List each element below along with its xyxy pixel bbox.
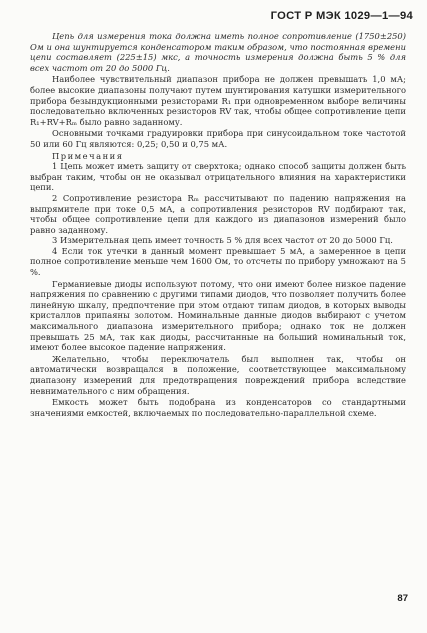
notes-heading: Примечания (52, 150, 124, 161)
document-body (30, 31, 406, 418)
note-2: 2 Сопротивление резистора Rₘ рассчитывают по падению напряжения на выпрямителе при токе 0,5 мА, а сопротивления резисторов RV подбирают так, чтобы общее сопротивление цепи для каждого из диапазонов измерений было равно заданному. (30, 192, 406, 235)
note-3: 3 Измерительная цепь имеет точность 5 % для всех частот от 20 до 5000 Гц. (52, 235, 393, 246)
paragraph-calibration-points: Основными точками градуировки прибора при синусоидальном токе частотой 50 или 60 Гц являются: 0,25; 0,50 и 0,75 мА. (30, 128, 406, 149)
document-header: ГОСТ Р МЭК 1029—1—94 (270, 10, 413, 22)
paragraph-switch: Желательно, чтобы переключатель был выполнен так, чтобы он автоматически возвращался в положение, соответствующее максимальному диапазону измерений для предотвращения повреждений прибора вследствие невнимательного с ним обращения. (30, 353, 406, 396)
paragraph-sensitive-range: Наиболее чувствительный диапазон прибора не должен превышать 1,0 мА; более высокие диапазоны получают путем шунтирования катушки измерительного прибора безындукционными резисторами R₁ при одновременном выборе величины последовательно включенных резисторов RV так, чтобы общее сопротивление цепи R₁+RV+Rₘ было равно заданному. (30, 74, 406, 127)
paragraph-germanium-diodes: Германиевые диоды используют потому, что они имеют более низкое падение напряжения по сравнению с другими типами диодов, что позволяет получить более линейную шкалу, предпочтение при этом отдают типам диодов, в которых выводы кристаллов припаяны золотом. Номинальные данные диодов выбирают с учетом максимального диапазона измерительного прибора; однако ток не должен превышать 25 мА, так как диоды, рассчитанные на больший номинальный ток, имеют более высокое падение напряжения. (30, 278, 406, 353)
page-number: 87 (397, 593, 408, 604)
note-1: 1 Цепь может иметь защиту от сверхтока; однако способ защиты должен быть выбран таким, чтобы он не оказывал отрицательного влияния на характеристики цепи. (30, 161, 406, 193)
paragraph-capacitance: Емкость может быть подобрана из конденсаторов со стандартными значениями емкостей, включаемых по последовательно-параллельной схеме. (30, 397, 406, 418)
note-4: 4 Если ток утечки в данный момент превышает 5 мА, а замеренное в цепи полное сопротивление меньше чем 1600 Ом, то отсчеты по прибору умножают на 5 %. (30, 245, 406, 278)
paragraph-measuring-circuit: Цепь для измерения тока должна иметь полное сопротивление (1750±250) Ом и она шунтируется конденсатором таким образом, что постоянная времени цепи составляет (225±15) мкс, а точность измерения должна быть 5 % для всех частот от 20 до 5000 Гц. (30, 31, 406, 73)
